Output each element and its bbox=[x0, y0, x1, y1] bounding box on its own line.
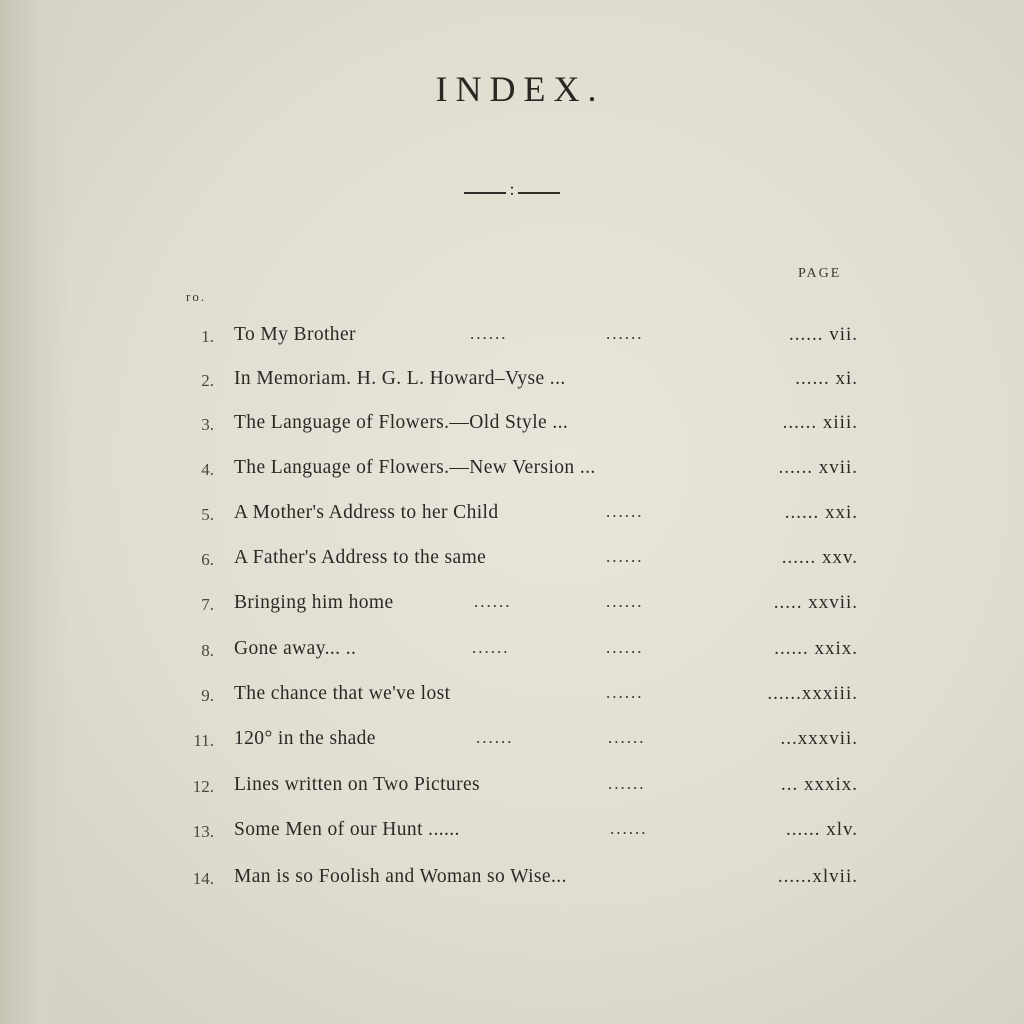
entry-number: 5. bbox=[201, 505, 214, 524]
dot-leader: ...... bbox=[474, 592, 512, 611]
entry-title: The Language of Flowers.—New Version ... bbox=[234, 457, 596, 478]
entry-title: Bringing him home bbox=[234, 592, 394, 613]
entry-page-number: ......xlvii. bbox=[777, 866, 858, 887]
dot-leader: ...... bbox=[606, 502, 644, 521]
entry-page-number: ...... xxix. bbox=[774, 638, 858, 659]
entry-number: 6. bbox=[201, 550, 214, 569]
index-entry bbox=[0, 817, 1024, 847]
entry-number: 7. bbox=[201, 595, 214, 614]
entry-title: A Father's Address to the same bbox=[234, 547, 487, 568]
entry-title: To My Brother bbox=[234, 324, 356, 345]
entry-page-number: ...... xxv. bbox=[781, 547, 858, 568]
entry-title: Some Men of our Hunt ...... bbox=[234, 819, 460, 840]
index-entry bbox=[0, 545, 1024, 575]
entry-title: The Language of Flowers.—Old Style ... bbox=[234, 412, 569, 433]
index-entry bbox=[0, 455, 1024, 485]
dot-leader: ...... bbox=[476, 728, 514, 747]
dot-leader: ...... bbox=[606, 547, 644, 566]
entry-number: 11. bbox=[193, 731, 214, 750]
entry-number: 1. bbox=[201, 327, 214, 346]
index-entry bbox=[0, 366, 1024, 396]
index-entry bbox=[0, 322, 1024, 352]
entry-number: 13. bbox=[192, 822, 214, 841]
dot-leader: ...... bbox=[472, 638, 510, 657]
ornamental-divider bbox=[464, 179, 560, 199]
entry-page-number: ...... xxi. bbox=[784, 502, 858, 523]
entry-title: In Memoriam. H. G. L. Howard–Vyse ... bbox=[234, 368, 566, 389]
entry-page-number: ...... xi. bbox=[795, 368, 858, 389]
dot-leader: ...... bbox=[608, 728, 646, 747]
entry-number: 8. bbox=[201, 641, 214, 660]
number-column-header: ro. bbox=[186, 289, 207, 304]
entry-page-number: ...... xlv. bbox=[785, 819, 858, 840]
index-entry bbox=[0, 410, 1024, 440]
index-entry bbox=[0, 500, 1024, 530]
index-entry bbox=[0, 590, 1024, 620]
dot-leader: ...... bbox=[606, 638, 644, 657]
entry-page-number: ...... xiii. bbox=[782, 412, 858, 433]
dot-leader: ...... bbox=[470, 324, 508, 343]
entry-page-number: ...... xvii. bbox=[778, 457, 858, 478]
index-entry bbox=[0, 681, 1024, 711]
divider-colon: : bbox=[509, 179, 515, 199]
page-title: INDEX. bbox=[435, 69, 605, 109]
dot-leader: ...... bbox=[606, 592, 644, 611]
entry-page-number: ...xxxvii. bbox=[780, 728, 858, 749]
entry-page-number: ......xxxiii. bbox=[767, 683, 858, 704]
divider-rule-right bbox=[518, 192, 560, 194]
entry-number: 4. bbox=[201, 460, 214, 479]
index-entry bbox=[0, 772, 1024, 802]
entry-number: 2. bbox=[201, 371, 214, 390]
dot-leader: ...... bbox=[606, 324, 644, 343]
index-entry bbox=[0, 864, 1024, 894]
dot-leader: ...... bbox=[606, 683, 644, 702]
entry-page-number: ...... vii. bbox=[788, 324, 858, 345]
entry-title: The chance that we've lost bbox=[234, 683, 451, 704]
entry-title: Man is so Foolish and Woman so Wise... bbox=[234, 866, 567, 887]
entry-page-number: ..... xxvii. bbox=[773, 592, 858, 613]
divider-rule-left bbox=[464, 192, 506, 194]
entry-number: 12. bbox=[192, 777, 214, 796]
entry-title: 120° in the shade bbox=[234, 728, 376, 749]
index-entry bbox=[0, 636, 1024, 666]
page-column-header: PAGE bbox=[798, 266, 842, 281]
entry-title: A Mother's Address to her Child bbox=[234, 502, 499, 523]
entry-title: Gone away... .. bbox=[234, 638, 357, 659]
dot-leader: ...... bbox=[610, 819, 648, 838]
index-entry bbox=[0, 726, 1024, 756]
entry-number: 14. bbox=[192, 869, 214, 888]
dot-leader: ...... bbox=[608, 774, 646, 793]
entry-number: 3. bbox=[201, 415, 214, 434]
entry-page-number: ... xxxix. bbox=[780, 774, 858, 795]
entry-number: 9. bbox=[201, 686, 214, 705]
entry-title: Lines written on Two Pictures bbox=[234, 774, 481, 795]
